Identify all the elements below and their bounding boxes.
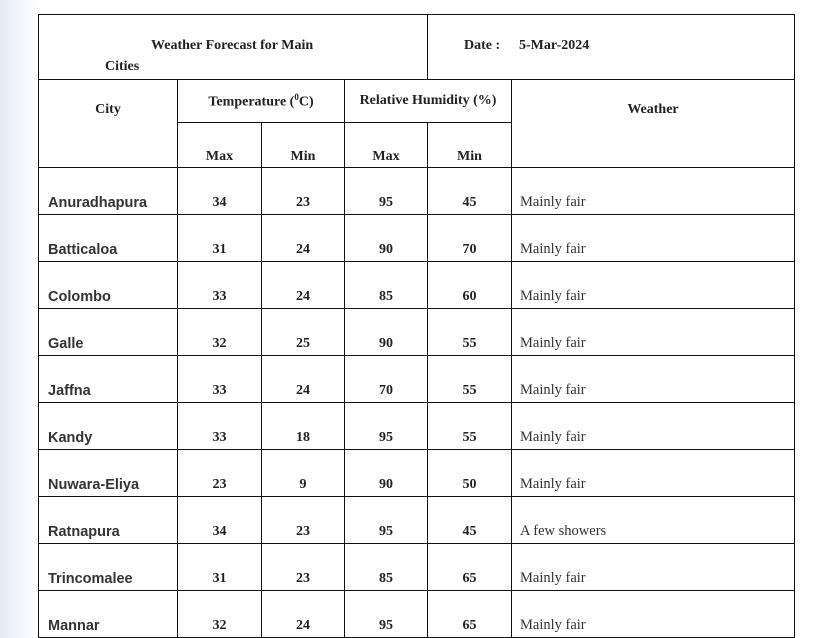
temp-min: 23 bbox=[262, 497, 345, 544]
humidity-max: 85 bbox=[345, 262, 428, 309]
header-temperature-label: Temperature ( bbox=[208, 94, 295, 110]
date-label: Date : bbox=[464, 38, 501, 53]
temp-max: 33 bbox=[178, 403, 262, 450]
table-row bbox=[39, 215, 795, 262]
humidity-min: 45 bbox=[428, 168, 512, 215]
title-row bbox=[39, 15, 795, 80]
weather-description: Mainly fair bbox=[512, 309, 795, 356]
weather-description: Mainly fair bbox=[512, 356, 795, 403]
temp-min: 24 bbox=[262, 262, 345, 309]
humidity-max: 95 bbox=[345, 497, 428, 544]
temp-min: 24 bbox=[262, 591, 345, 638]
header-humidity: Relative Humidity (%) bbox=[345, 80, 512, 123]
humidity-max: 95 bbox=[345, 591, 428, 638]
header-city: City bbox=[39, 80, 178, 168]
temp-min: 23 bbox=[262, 544, 345, 591]
header-weather: Weather bbox=[512, 80, 795, 168]
weather-description: A few showers bbox=[512, 497, 795, 544]
temp-max: 33 bbox=[178, 262, 262, 309]
humidity-min: 55 bbox=[428, 403, 512, 450]
humidity-min: 45 bbox=[428, 497, 512, 544]
forecast-table bbox=[38, 14, 795, 638]
humidity-max: 95 bbox=[345, 403, 428, 450]
weather-description: Mainly fair bbox=[512, 215, 795, 262]
humidity-max: 90 bbox=[345, 309, 428, 356]
temp-max: 34 bbox=[178, 497, 262, 544]
temp-min: 18 bbox=[262, 403, 345, 450]
header-temp-max: Max bbox=[178, 123, 262, 168]
page-title: Weather Forecast for Main bbox=[151, 38, 314, 53]
humidity-max: 70 bbox=[345, 356, 428, 403]
table-row bbox=[39, 591, 795, 638]
header-hum-min: Min bbox=[428, 123, 512, 168]
date-value: 5-Mar-2024 bbox=[519, 38, 590, 53]
weather-description: Mainly fair bbox=[512, 403, 795, 450]
header-temp-min: Min bbox=[262, 123, 345, 168]
column-header-row bbox=[39, 80, 795, 123]
temp-min: 24 bbox=[262, 356, 345, 403]
temp-max: 31 bbox=[178, 544, 262, 591]
title-cell bbox=[39, 15, 428, 80]
humidity-min: 55 bbox=[428, 356, 512, 403]
humidity-max: 95 bbox=[345, 168, 428, 215]
weather-description: Mainly fair bbox=[512, 262, 795, 309]
humidity-min: 60 bbox=[428, 262, 512, 309]
date-cell bbox=[428, 15, 795, 80]
humidity-min: 65 bbox=[428, 544, 512, 591]
temp-max: 32 bbox=[178, 309, 262, 356]
header-temperature bbox=[178, 80, 345, 123]
city-name: Colombo bbox=[39, 262, 178, 309]
city-name: Trincomalee bbox=[39, 544, 178, 591]
weather-description: Mainly fair bbox=[512, 450, 795, 497]
degree-superscript: 0 bbox=[294, 91, 299, 102]
temp-max: 33 bbox=[178, 356, 262, 403]
temp-max: 23 bbox=[178, 450, 262, 497]
temp-max: 32 bbox=[178, 591, 262, 638]
city-name: Kandy bbox=[39, 403, 178, 450]
temp-min: 23 bbox=[262, 168, 345, 215]
humidity-min: 65 bbox=[428, 591, 512, 638]
humidity-max: 85 bbox=[345, 544, 428, 591]
table-row bbox=[39, 544, 795, 591]
city-name: Batticaloa bbox=[39, 215, 178, 262]
humidity-max: 90 bbox=[345, 450, 428, 497]
city-name: Jaffna bbox=[39, 356, 178, 403]
page-title-continued: Cities bbox=[105, 59, 140, 74]
weather-description: Mainly fair bbox=[512, 544, 795, 591]
table-row bbox=[39, 168, 795, 215]
table-row bbox=[39, 309, 795, 356]
city-name: Galle bbox=[39, 309, 178, 356]
table-row bbox=[39, 403, 795, 450]
temp-min: 25 bbox=[262, 309, 345, 356]
temp-max: 31 bbox=[178, 215, 262, 262]
weather-description: Mainly fair bbox=[512, 591, 795, 638]
table-row bbox=[39, 450, 795, 497]
header-temperature-unit: C) bbox=[298, 94, 314, 110]
table-row bbox=[39, 262, 795, 309]
humidity-max: 90 bbox=[345, 215, 428, 262]
city-name: Mannar bbox=[39, 591, 178, 638]
city-name: Nuwara-Eliya bbox=[39, 450, 178, 497]
weather-description: Mainly fair bbox=[512, 168, 795, 215]
city-name: Ratnapura bbox=[39, 497, 178, 544]
temp-min: 9 bbox=[262, 450, 345, 497]
humidity-min: 50 bbox=[428, 450, 512, 497]
header-hum-max: Max bbox=[345, 123, 428, 168]
table-row bbox=[39, 356, 795, 403]
temp-max: 34 bbox=[178, 168, 262, 215]
forecast-sheet bbox=[38, 14, 794, 634]
humidity-min: 55 bbox=[428, 309, 512, 356]
temp-min: 24 bbox=[262, 215, 345, 262]
city-name: Anuradhapura bbox=[39, 168, 178, 215]
table-row bbox=[39, 497, 795, 544]
humidity-min: 70 bbox=[428, 215, 512, 262]
